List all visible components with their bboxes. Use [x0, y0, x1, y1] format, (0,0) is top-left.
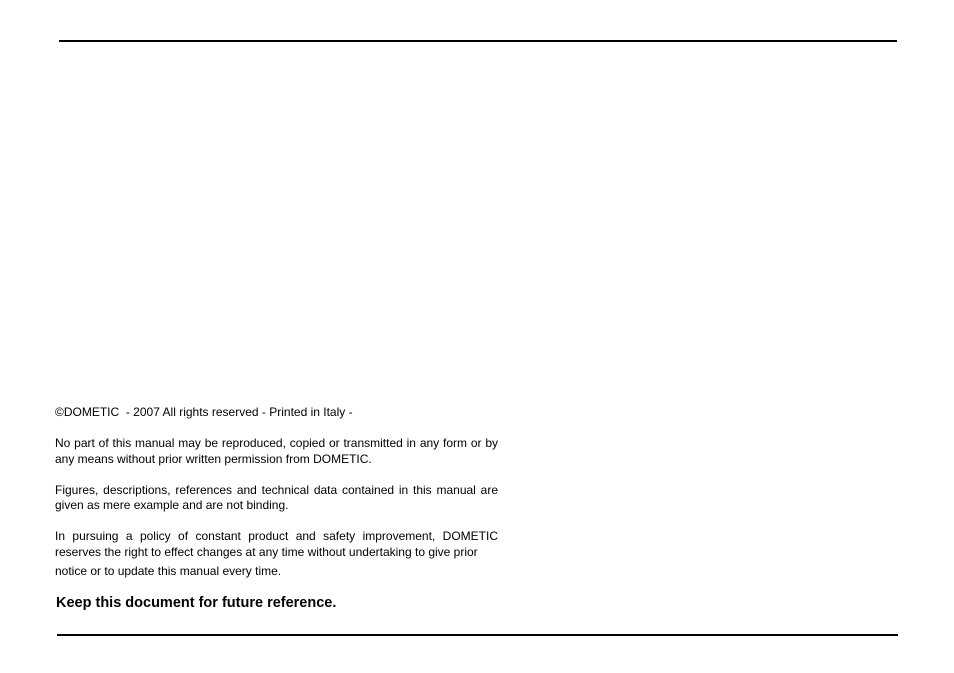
copyright-line: ©DOMETIC - 2007 All rights reserved - Printed in Italy - — [55, 405, 353, 419]
policy-notice-last-line: notice or to update this manual every time. — [55, 564, 282, 578]
policy-notice-main: In pursuing a policy of constant product and safety improvement, DOMETIC reserves the right to effect changes at any time without undertaking to give prior — [55, 529, 498, 559]
top-rule — [59, 40, 897, 42]
keep-document-notice: Keep this document for future reference. — [56, 595, 337, 611]
figures-disclaimer: Figures, descriptions, references and technical data contained in this manual are given as mere example and are not binding. — [55, 482, 498, 512]
bottom-rule — [57, 634, 898, 636]
reproduction-notice: No part of this manual may be reproduced, copied or transmitted in any form or by any means without prior written permission from DOMETIC. — [55, 436, 498, 466]
policy-notice — [55, 529, 498, 580]
legal-notice-block — [55, 405, 498, 580]
